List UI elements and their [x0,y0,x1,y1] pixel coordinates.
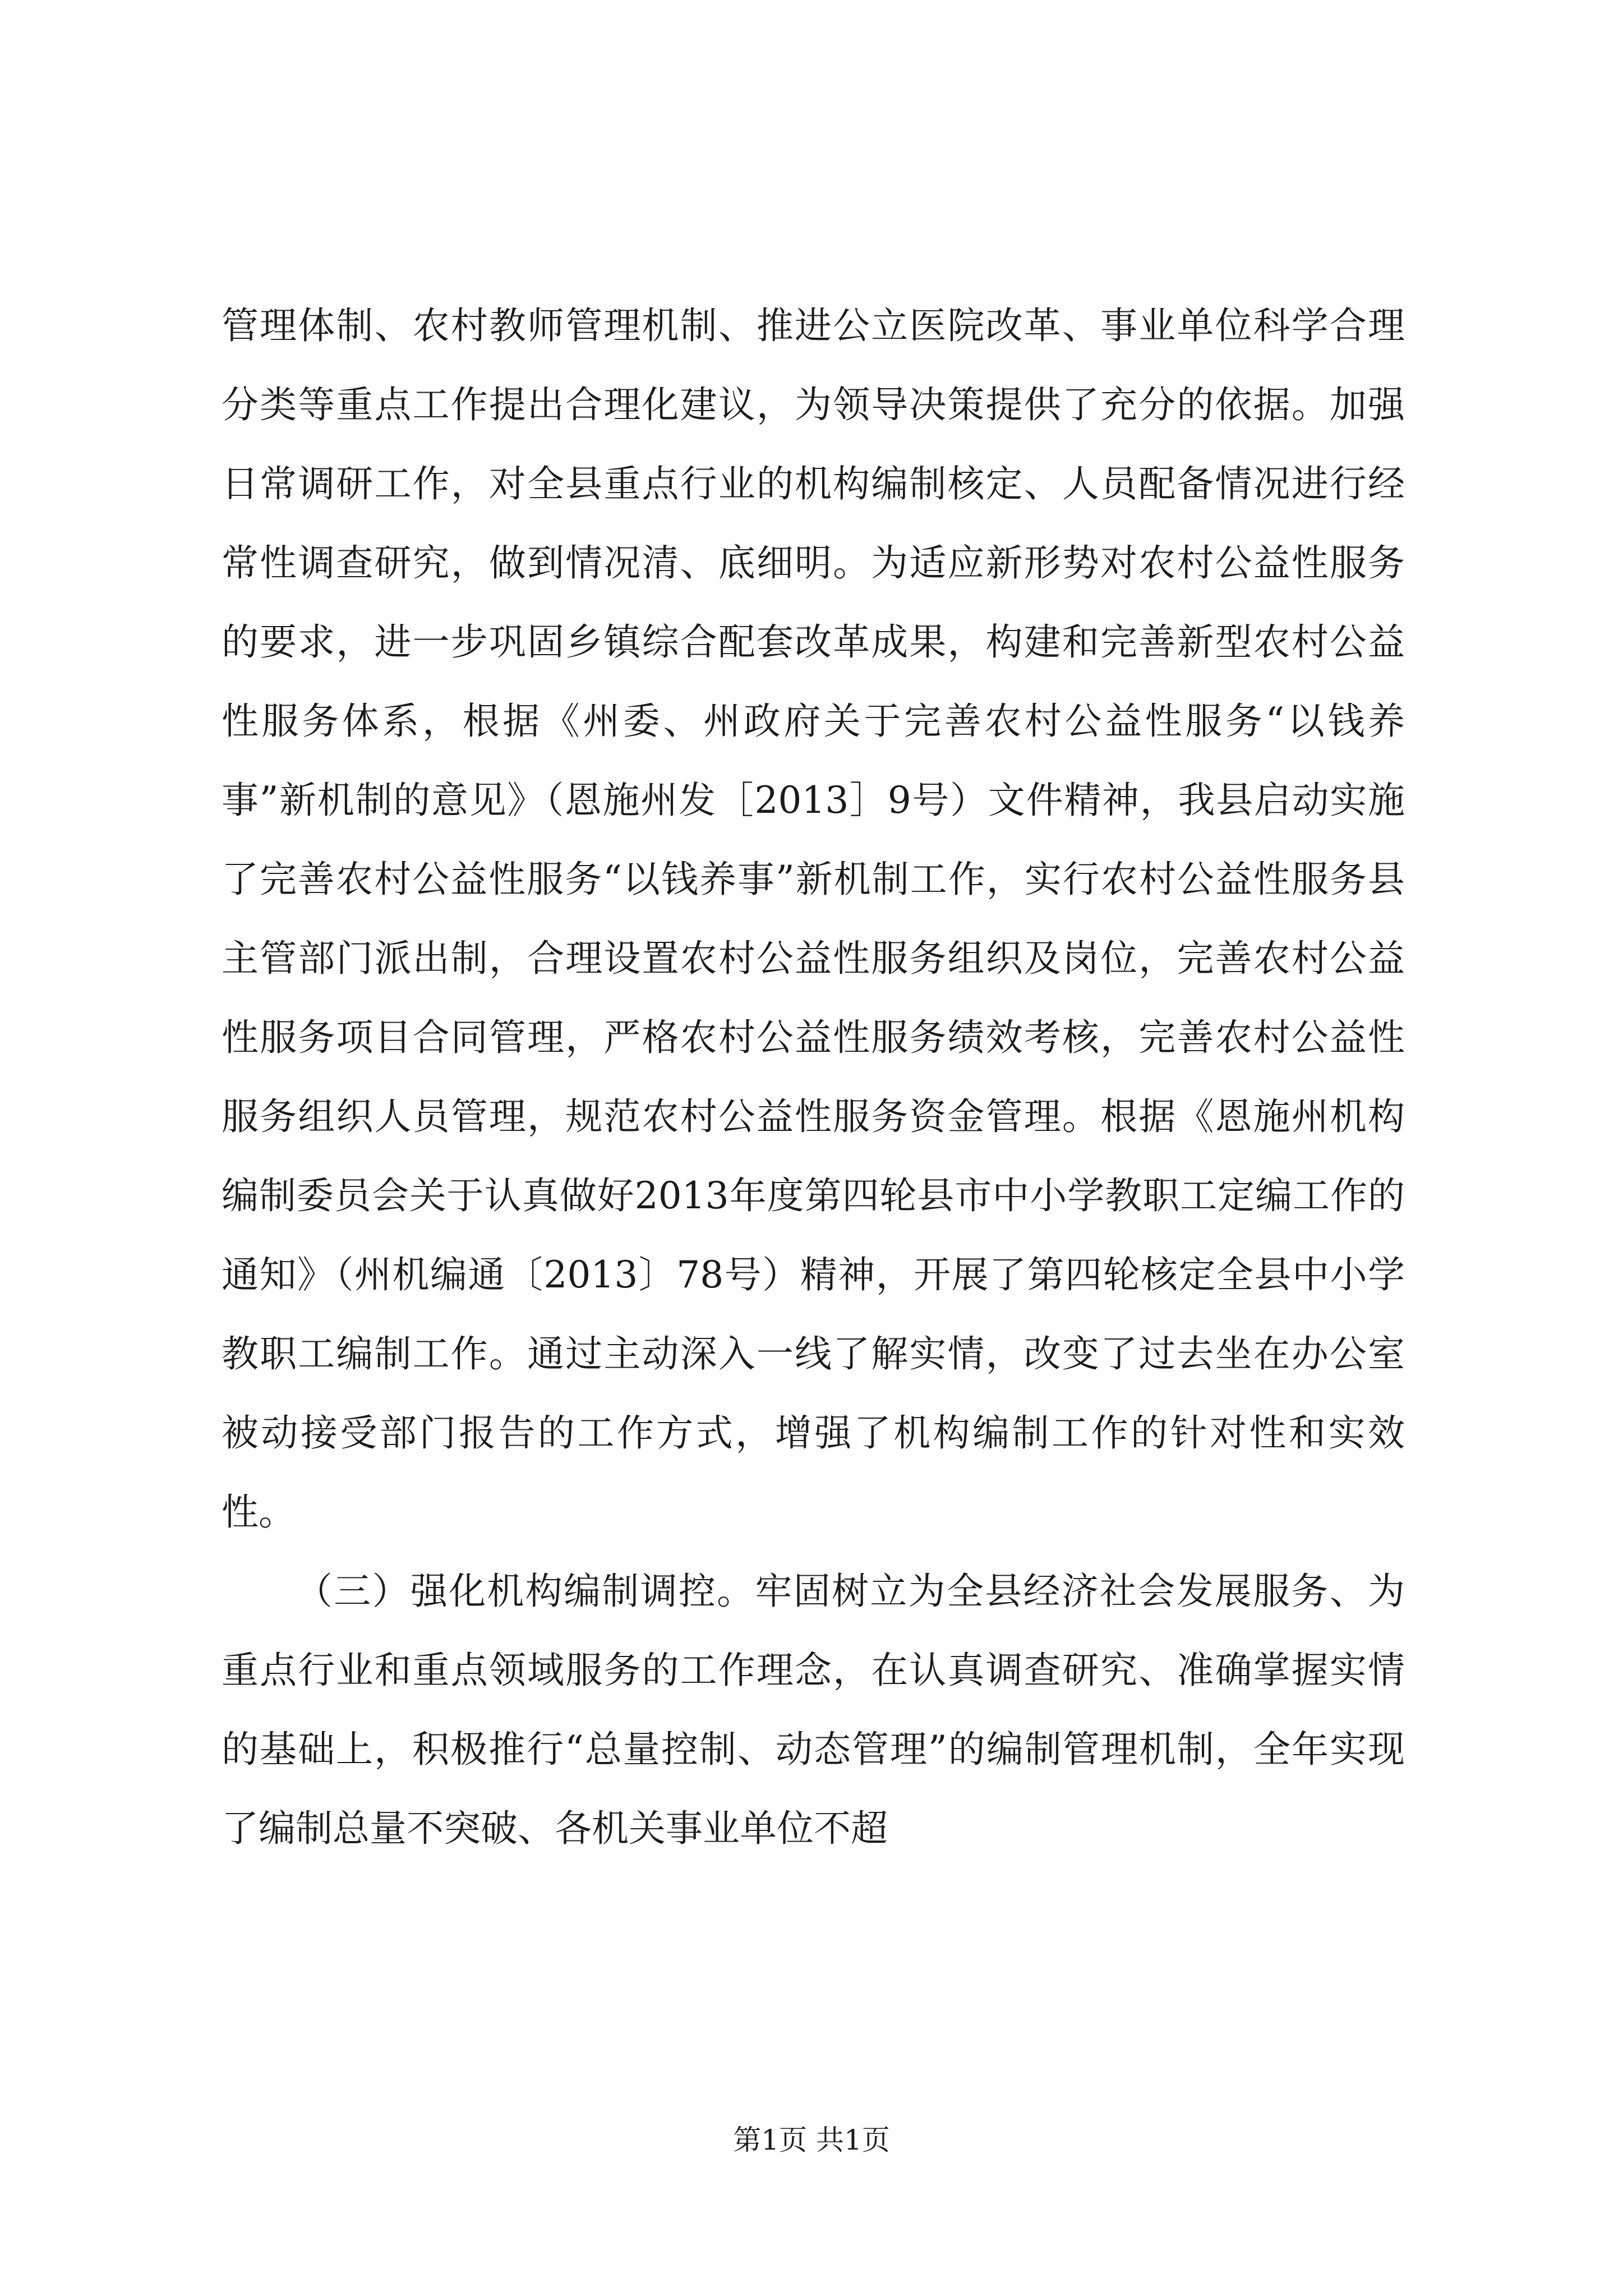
paragraph-section-three: （三）强化机构编制调控。牢固树立为全县经济社会发展服务、为重点行业和重点领域服务的工作理念，在认真调查研究、准确掌握实情的基础上，积极推行“总量控制、动态管理”的编制管理机制，全年实现了编制总量不突破、各机关事业单位不超 [222,1570,1405,1850]
page-footer: 第1页 共1页 [733,2124,890,2156]
document-body [222,286,1405,1868]
paragraph-continuation: 管理体制、农村教师管理机制、推进公立医院改革、事业单位科学合理分类等重点工作提出合理化建议，为领导决策提供了充分的依据。加强日常调研工作，对全县重点行业的机构编制核定、人员配备情况进行经常性调查研究，做到情况清、底细明。为适应新形势对农村公益性服务的要求，进一步巩固乡镇综合配套改革成果，构建和完善新型农村公益性服务体系，根据《州委、州政府关于完善农村公益性服务“以钱养事”新机制的意见》（恩施州发［2013］9号）文件精神，我县启动实施了完善农村公益性服务“以钱养事”新机制工作，实行农村公益性服务县主管部门派出制，合理设置农村公益性服务组织及岗位，完善农村公益性服务项目合同管理，严格农村公益性服务绩效考核，完善农村公益性服务组织人员管理，规范农村公益性服务资金管理。根据《恩施州机构编制委员会关于认真做好2013年度第四轮县市中小学教职工定编工作的通知》（州机编通〔2013〕78号）精神，开展了第四轮核定全县中小学教职工编制工作。通过主动深入一线了解实情，改变了过去坐在办公室被动接受部门报告的工作方式，增强了机构编制工作的针对性和实效性。 [222,304,1405,1534]
